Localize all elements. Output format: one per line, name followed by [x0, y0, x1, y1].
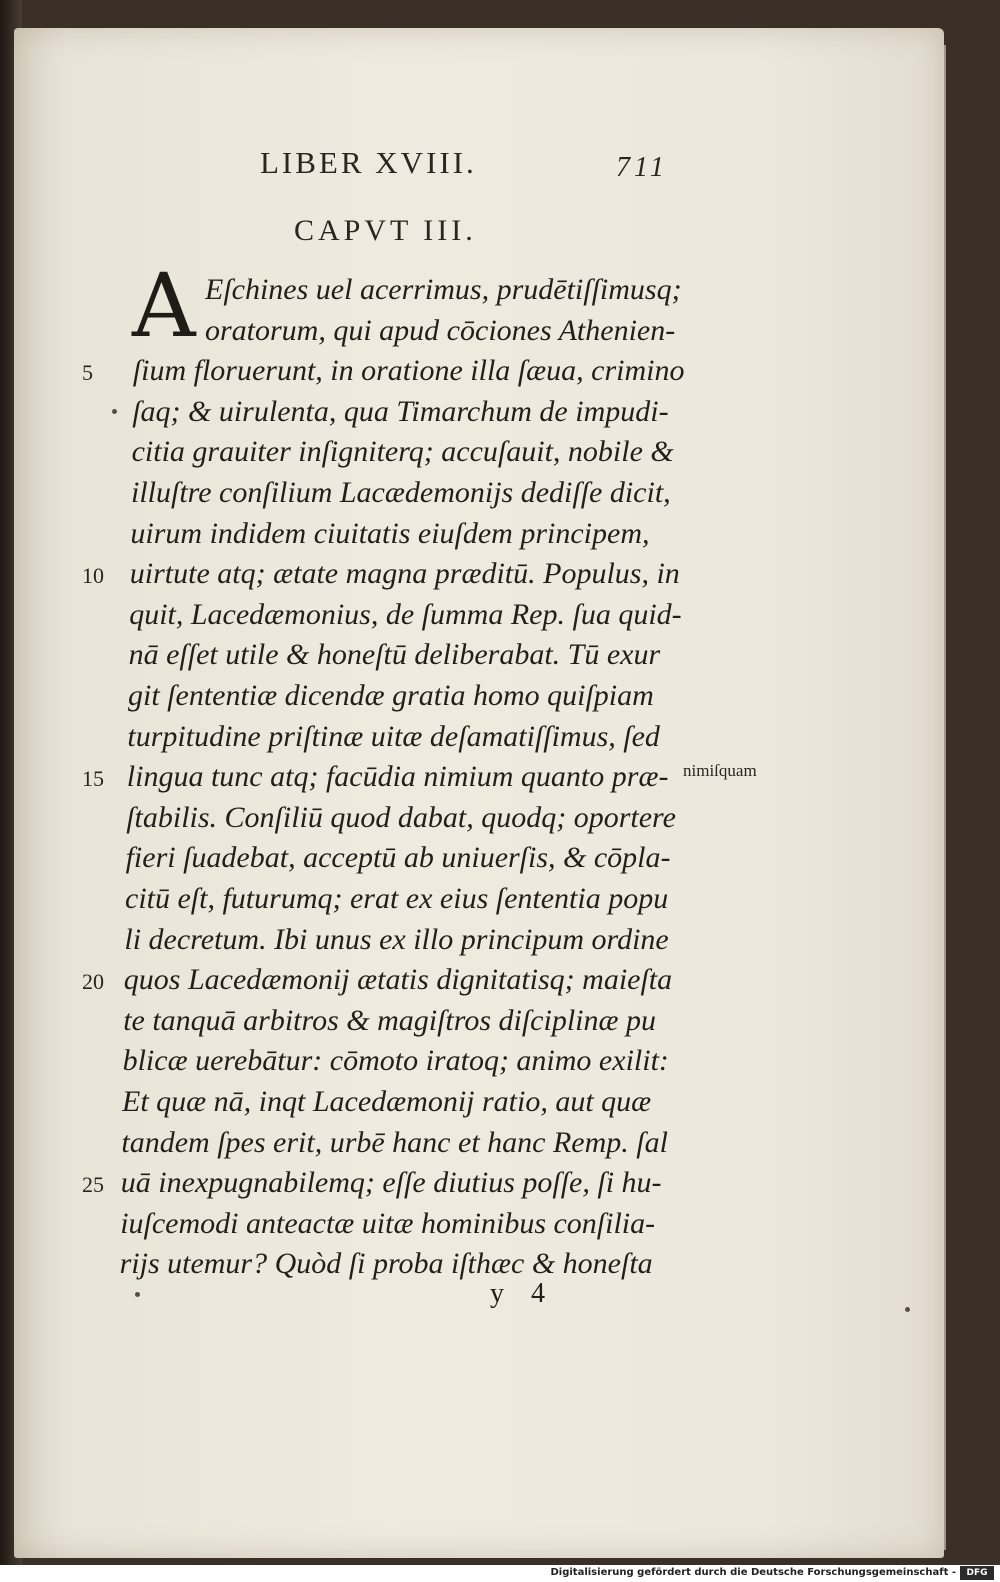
text-line: tandem ſpes erit, urbē hanc et hanc Remp. ſal — [121, 1125, 668, 1159]
text-line: rijs utemur? Quòd ſi proba iſthæc & honeſta — [119, 1247, 653, 1281]
text-line: illuſtre conſilium Lacædemonijs dediſſe dicit, — [131, 476, 671, 509]
text-line: oratorum, qui apud cōciones Athenien- — [205, 313, 676, 347]
line-number: 15 — [82, 766, 104, 792]
text-line: ſtabilis. Conſiliū quod dabat, quodq; oportere — [126, 800, 676, 834]
line-number: 5 — [82, 360, 93, 386]
text-line: iuſcemodi anteactæ uitæ hominibus conſilia- — [120, 1206, 656, 1240]
page-number: 711 — [616, 152, 668, 183]
text-line: Eſchines uel acerrimus, prudētiſſimusq; — [205, 273, 682, 306]
ink-speck — [112, 409, 117, 414]
dfg-logo: DFG — [960, 1566, 994, 1580]
funding-credit: Digitalisierung gefördert durch die Deutsche Forschungsgemeinschaft - — [550, 1567, 956, 1578]
text-line: citū eſt, futurumq; erat ex eius ſententia popu — [125, 882, 669, 915]
drop-cap-initial: A — [132, 254, 196, 357]
chapter-title: CAPVT III. — [294, 214, 477, 247]
text-line: quos Lacedæmonij ætatis dignitatisq; maieſta — [123, 963, 673, 997]
text-line: blicæ uerebātur: cōmoto iratoq; animo exilit: — [122, 1044, 669, 1078]
text-line: uā inexpugnabilemq; eſſe diutius poſſe, ſi hu- — [120, 1166, 662, 1200]
text-line: fieri ſuadebat, acceptū ab uniuerſis, & cōpla- — [125, 841, 671, 875]
text-line: ſaq; & uirulenta, qua Timarchum de impudi- — [132, 394, 669, 428]
text-line: git ſententiæ dicendæ gratia homo quiſpiam — [128, 679, 654, 712]
text-line: nā eſſet utile & honeſtū deliberabat. Tū exur — [128, 638, 661, 672]
ink-speck — [135, 1292, 140, 1297]
line-number: 10 — [82, 563, 104, 589]
text-line: turpitudine priſtinæ uitæ deſamatiſſimus, ſed — [127, 719, 660, 753]
text-line: Et quæ nā, inqt Lacedæmonij ratio, aut quæ — [122, 1085, 652, 1118]
text-line: quit, Lacedæmonius, de ſumma Rep. ſua quid- — [129, 597, 682, 631]
text-line: ſium floruerunt, in oratione illa ſæua, crimino — [132, 354, 685, 388]
text-line: uirtute atq; ætate magna præditū. Populus, in — [129, 557, 680, 591]
text-line: li decretum. Ibi unus ex illo principum ordine — [124, 922, 669, 956]
line-number: 20 — [82, 969, 104, 995]
signature-mark: y 4 — [490, 1278, 555, 1309]
text-line: citia grauiter inſigniterq; accuſauit, nobile & — [131, 435, 674, 469]
margin-note: nimiſquam — [683, 761, 757, 780]
text-line: te tanquā arbitros & magiſtros diſciplinæ pu — [123, 1003, 656, 1037]
running-head: LIBER XVIII. — [260, 145, 477, 180]
line-number: 25 — [82, 1172, 104, 1198]
text-line: lingua tunc atq; facūdia nimium quanto præ- — [126, 760, 669, 794]
ink-speck — [905, 1307, 910, 1312]
text-line: uirum indidem ciuitatis eiuſdem principem, — [130, 516, 650, 550]
